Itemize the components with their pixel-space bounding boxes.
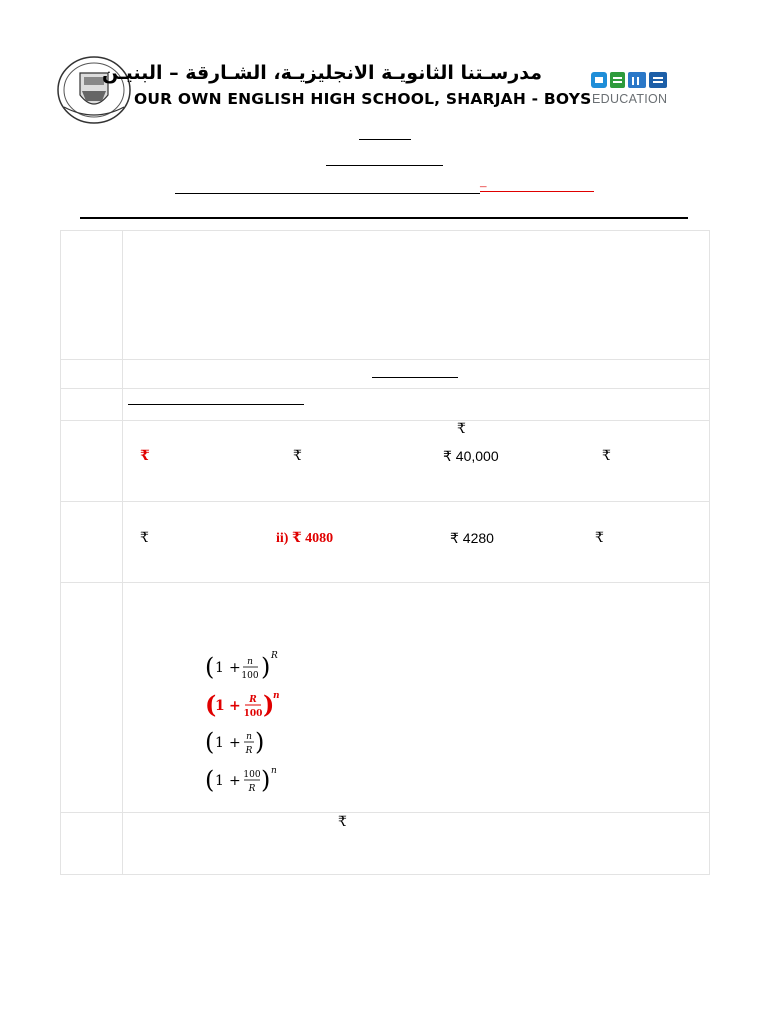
svg-text:): ) — [263, 690, 275, 719]
question-4-stem-symbol: ₹ — [338, 815, 347, 830]
question-2-option-1[interactable]: ₹ — [140, 531, 149, 546]
formula-plus: + — [229, 773, 241, 789]
formula-numerator: 100 — [243, 770, 261, 780]
school-name-english: OUR OWN ENGLISH HIGH SCHOOL, SHARJAH - BOYS — [134, 90, 592, 108]
question-2-option-4[interactable]: ₹ — [595, 531, 604, 546]
formula-exponent: n — [273, 691, 280, 701]
formula-denominator: R — [248, 784, 256, 794]
question-1-option-4[interactable]: ₹ — [602, 449, 611, 464]
header-underline-2 — [326, 165, 443, 166]
table-underline-2 — [128, 404, 304, 405]
question-1-option-3[interactable]: ₹ 40,000 — [443, 448, 499, 464]
formula-one: 1 — [215, 735, 224, 751]
formula-numerator: n — [246, 732, 252, 742]
question-3-formula-2[interactable] — [205, 688, 295, 724]
table-row-divider — [60, 420, 710, 421]
header-underline-3 — [175, 193, 480, 194]
school-name-arabic: مدرسـتنا الثانويـة الانجليزيـة، الشـارقة – البنيـن — [101, 62, 542, 84]
formula-exponent: R — [271, 651, 278, 661]
formula-one: 1 — [215, 660, 224, 676]
question-1-option-1[interactable]: ₹ — [140, 449, 150, 464]
formula-exponent: n — [271, 766, 277, 776]
header-red-dash: – — [480, 178, 487, 193]
gems-education-label: EDUCATION — [592, 92, 668, 106]
header-underline-1 — [359, 139, 411, 140]
formula-one: 1 — [215, 773, 224, 789]
question-3-formula-4[interactable] — [205, 763, 295, 799]
svg-text:(: ( — [205, 766, 215, 794]
formula-denominator: 100 — [243, 709, 263, 719]
formula-one: 1 — [215, 698, 225, 714]
table-row-divider — [60, 388, 710, 389]
table-row-divider — [60, 501, 710, 502]
table-underline-1 — [372, 377, 458, 378]
table-row-divider — [60, 812, 710, 813]
formula-numerator: R — [249, 695, 257, 705]
formula-denominator: 100 — [241, 671, 259, 681]
question-1-option-2[interactable]: ₹ — [293, 449, 302, 464]
table-row-divider — [60, 582, 710, 583]
table-column-divider — [122, 230, 123, 875]
question-2-option-3[interactable]: ₹ 4280 — [450, 530, 494, 546]
header-underline-red — [480, 191, 594, 192]
formula-denominator: R — [245, 746, 253, 756]
svg-text:): ) — [261, 766, 271, 794]
table-row-divider — [60, 359, 710, 360]
header-separator — [80, 217, 688, 219]
question-2-option-2[interactable]: ii) ₹ 4080 — [276, 531, 334, 546]
svg-text:): ) — [261, 653, 271, 681]
svg-text:(: ( — [205, 728, 215, 756]
question-1-stem-symbol: ₹ — [457, 422, 466, 437]
formula-plus: + — [229, 660, 241, 676]
question-table — [60, 230, 710, 875]
svg-text:): ) — [255, 728, 265, 756]
question-3-formula-1[interactable] — [205, 650, 295, 686]
formula-numerator: n — [247, 657, 253, 667]
question-3-formula-3[interactable] — [205, 725, 295, 761]
svg-text:(: ( — [205, 653, 215, 681]
svg-text:(: ( — [205, 690, 217, 719]
formula-plus: + — [229, 735, 241, 751]
formula-plus: + — [229, 698, 241, 714]
